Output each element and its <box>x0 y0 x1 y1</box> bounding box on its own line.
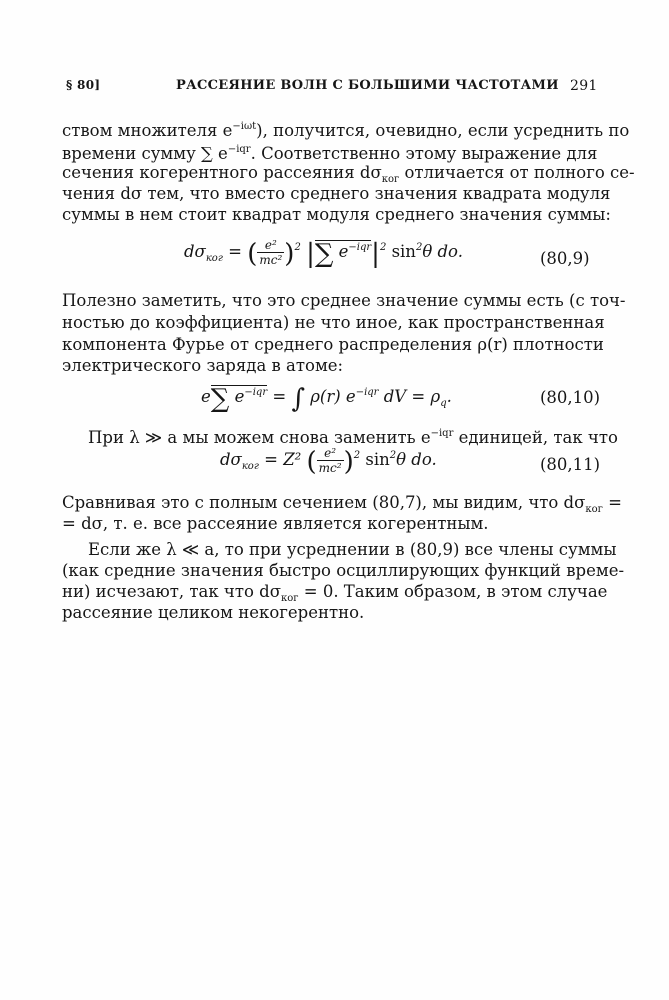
para2-line2: ностью до коэффициента) не что иное, как пространственная <box>62 313 605 332</box>
para5-line4: рассеяние целиком некогерентно. <box>62 603 365 622</box>
para1-line3: сечения когерентного рассеяния $d\sigma_{ког}$ отличается от полного се- <box>62 163 635 185</box>
equation-80-11: $d\sigma_{ког} = Z^2$ ( $\frac{\text{e²}}{\text{mc²}}$ )$^2$ $\sin^2\theta$ do. <box>220 446 437 477</box>
para4-line1: Сравнивая это с полным сечением (80,7), мы видим, что $d\sigma_{ког}$ = <box>62 493 622 515</box>
equation-80-10: e∑ $e^{-iqr}$ = ∫ ρ(r) $e^{-iqr}$ dV = $\rho_q$. <box>201 384 452 414</box>
equation-80-9-number: (80,9) <box>540 249 590 268</box>
para1-line1: ством множителя $e^{-i\omega t}$), получится, очевидно, если усреднить по <box>62 121 630 140</box>
para4-line2: = dσ, т. е. все рассеяние является когерентным. <box>62 514 489 533</box>
para5-line2: (как средние значения быстро осциллирующих функций време- <box>62 561 625 580</box>
para2-line1: Полезно заметить, что это среднее значение суммы есть (с точ- <box>62 291 626 310</box>
para1-line2: времени сумму ∑ $e^{-iqr}$. Соответственно этому выражение для <box>62 144 598 163</box>
para1-line4: чения dσ тем, что вместо среднего значения квадрата модуля <box>62 184 611 203</box>
page-number: 291 <box>570 78 598 94</box>
section-marker: § 80] <box>66 78 101 92</box>
equation-80-11-number: (80,11) <box>540 455 601 474</box>
equation-80-10-number: (80,10) <box>540 388 601 407</box>
para5-line1: Если же λ ≪ a, то при усреднении в (80,9) все члены суммы <box>88 540 617 559</box>
para3-line1: При λ ≫ a мы можем снова заменить $e^{-iqr}$ единицей, так что <box>88 428 618 447</box>
running-title: РАССЕЯНИЕ ВОЛН С БОЛЬШИМИ ЧАСТОТАМИ <box>176 78 559 93</box>
para1-line5: суммы в нем стоит квадрат модуля среднего значения суммы: <box>62 205 611 224</box>
para2-line4: электрического заряда в атоме: <box>62 356 344 375</box>
para2-line3: компонента Фурье от среднего распределения ρ(r) плотности <box>62 335 604 354</box>
equation-80-9: $d\sigma_{ког}$ = ( $\frac{\text{e²}}{\text{mc²}}$ )$^2$ |∑ $e^{-iqr}|^2$ $\sin^2\theta$ do. <box>184 238 463 269</box>
para5-line3: ни) исчезают, так что $d\sigma_{ког} = 0$. Таким образом, в этом случае <box>62 582 608 604</box>
